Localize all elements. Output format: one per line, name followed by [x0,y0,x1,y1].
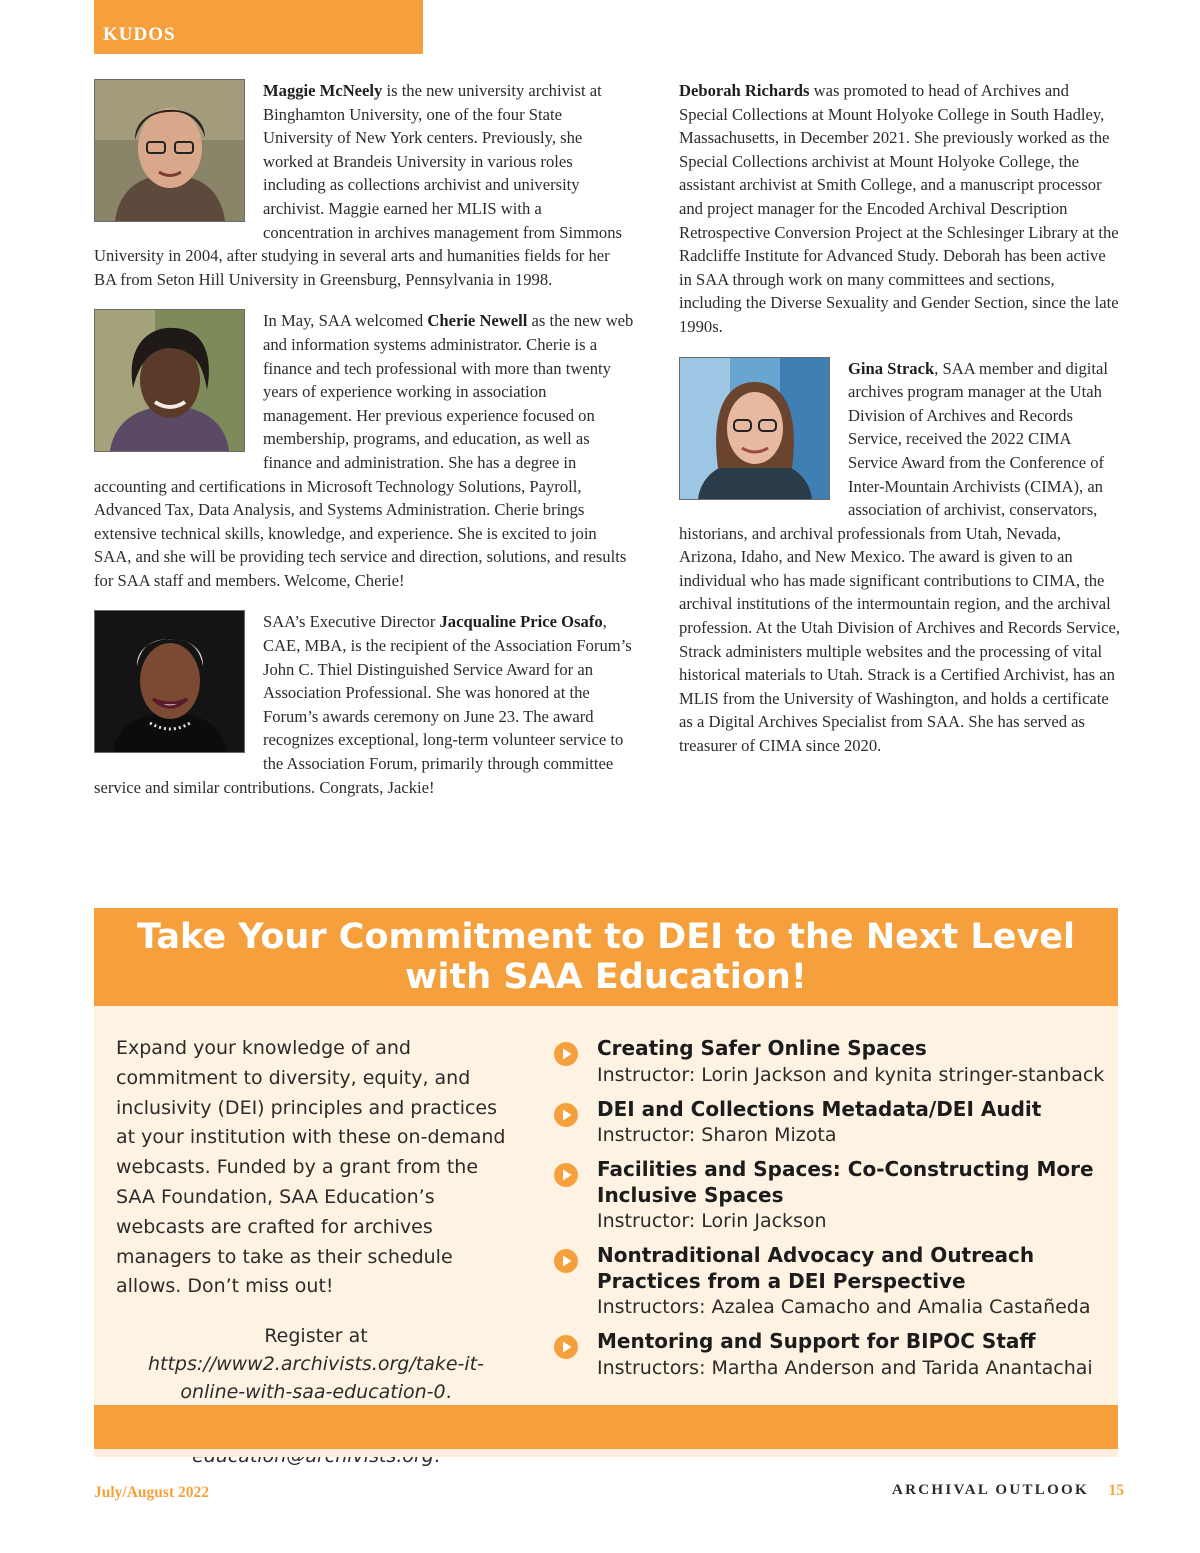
right-column [679,79,1121,776]
person-name: Maggie McNeely [263,81,383,100]
article-body: , SAA member and digital archives program manager at the Utah Division of Archives and Records Service, received the 2022 CIMA Service Award from the Conference of Inter-Mountain Archivists (CIMA), an association of archivist, conservators, historians, and archival professionals from Utah, Nevada, Arizona, Idaho, and New Mexico. The award is given to an individual who has made significant contributions to CIMA, the archival institutions of the intermountain region, and the archival profession. At the Utah Division of Archives and Records Service, Strack administers multiple websites and the processing of vital historical materials to Utah. Strack is a Certified Archivist, has an MLIS from the University of Washington, and holds a certificate as a Digital Archives Specialist from SAA. She has served as treasurer of CIMA since 2020. [679,358,1121,756]
portrait-photo [94,610,245,753]
course-item[interactable] [552,1329,1112,1381]
course-instructor: Instructor: Lorin Jackson and kynita stringer-stanback [597,1063,1105,1086]
article-mcneely [94,79,634,291]
article-body: was promoted to head of Archives and Special Collections at Mount Holyoke College in South Hadley, Massachusetts, in December 2021. She previously worked as the Special Collections archivist at Mount Holyoke College, the assistant archivist at Smith College, and a manuscript processor and project manager for the Encoded Archival Description Retrospective Conversion Project at the Schlesinger Library at the Radcliffe Institute for Advanced Study. Deborah has been active in SAA through work on many committees and sections, including the Diverse Sexuality and Gender Section, since the late 1990s. [679,81,1119,336]
course-instructor: Instructors: Martha Anderson and Tarida Anantachai [597,1356,1093,1379]
person-name: Deborah Richards [679,81,810,100]
article-body: is the new university archivist at Binghamton University, one of the four State University of New York centers. Previously, she worked at Brandeis University in various roles including as collections archivist and university archivist. Maggie earned her MLIS with a concentration in archives management from Simmons University in 2004, after studying in several arts and humanities fields for her BA from Seton Hill University in Greensburg, Pennsylvania in 1998. [94,81,622,289]
article-richards [679,79,1121,339]
course-title[interactable]: Creating Safer Online Spaces [597,1036,927,1060]
course-item[interactable] [552,1036,1112,1088]
register-label: Register at [264,1325,368,1348]
course-item[interactable] [552,1243,1112,1320]
page-number: 15 [1108,1482,1124,1499]
register-note [116,1322,516,1406]
promo-body [94,1006,1118,1405]
portrait-photo [679,357,830,500]
course-instructor: Instructor: Sharon Mizota [597,1124,837,1146]
play-bullet-icon [553,1334,579,1360]
register-link[interactable]: https://www2.archivists.org/take-it-online-with-saa-education-0 [147,1353,484,1404]
person-name: Cherie Newell [427,311,528,331]
article-text [679,79,1121,339]
promo-footer-bar [94,1405,1118,1449]
article-body: , CAE, MBA, is the recipient of the Association Forum’s John C. Thiel Distinguished Service Award for an Association Professional. She was honored at the Forum’s awards ceremony on June 23. The award recognizes exceptional, long-term volunteer service to the Association Forum, primarily through committee service and similar contributions. Congrats, Jackie! [94,612,632,797]
course-title[interactable]: Mentoring and Support for BIPOC Staff [597,1329,1036,1353]
promo-banner [94,908,1118,1006]
course-title[interactable]: DEI and Collections Metadata/DEI Audit [597,1096,1042,1121]
article-newell [94,309,634,592]
course-instructor: Instructor: Lorin Jackson [597,1210,827,1232]
course-title[interactable]: Nontraditional Advocacy and Outreach Practices from a DEI Perspective [597,1243,1035,1293]
article-osafo [94,610,634,799]
person-name: Gina Strack [848,358,935,378]
section-label: KUDOS [94,0,423,54]
promo-description: Expand your knowledge of and commitment to diversity, equity, and inclusivity (DEI) principles and practices at your institution with these on-demand webcasts. Funded by a grant from the SAA Foundation, SAA Education’s webcasts are crafted for archives managers to take as their schedule allows. Don’t miss out! [116,1037,506,1298]
portrait-photo [94,79,245,222]
article-strack [679,357,1121,758]
play-bullet-icon [553,1248,579,1274]
article-lead: SAA’s Executive Director [263,612,440,632]
person-name: Jacqualine Price Osafo [439,612,603,632]
promo-title-line-2: with SAA Education! [405,957,807,997]
issue-date: July/August 2022 [94,1484,209,1501]
promo-title-line-1: Take Your Commitment to DEI to the Next Level [137,917,1075,957]
portrait-photo [94,309,245,452]
article-body: as the new web and information systems administrator. Cherie is a finance and tech professional with more than twenty years of experience working in association management. Her previous experience focused on membership, programs, and education, as well as finance and administration. She has a degree in accounting and certifications in Microsoft Technology Solutions, Payroll, Advanced Tax, Data Analysis, and Systems Administration. Cherie brings extensive technical skills, knowledge, and experience. She is excited to join SAA, and she will be providing tech service and direction, solutions, and results for SAA staff and members. Welcome, Cherie! [94,311,634,590]
course-instructor: Instructors: Azalea Camacho and Amalia Castañeda [597,1296,1091,1318]
play-bullet-icon [553,1162,579,1188]
course-list [552,1036,1112,1390]
course-item[interactable] [552,1157,1112,1234]
play-bullet-icon [553,1102,579,1128]
promo-footer-shadow [94,1449,1118,1457]
register-period: . [445,1381,452,1404]
article-lead: In May, SAA welcomed [263,311,428,331]
course-item[interactable] [552,1097,1112,1149]
publication-title: ARCHIVAL OUTLOOK [892,1482,1089,1498]
course-title[interactable]: Facilities and Spaces: Co-Constructing More Inclusive Spaces [597,1157,1094,1207]
play-bullet-icon [553,1041,579,1067]
left-column [94,79,634,817]
